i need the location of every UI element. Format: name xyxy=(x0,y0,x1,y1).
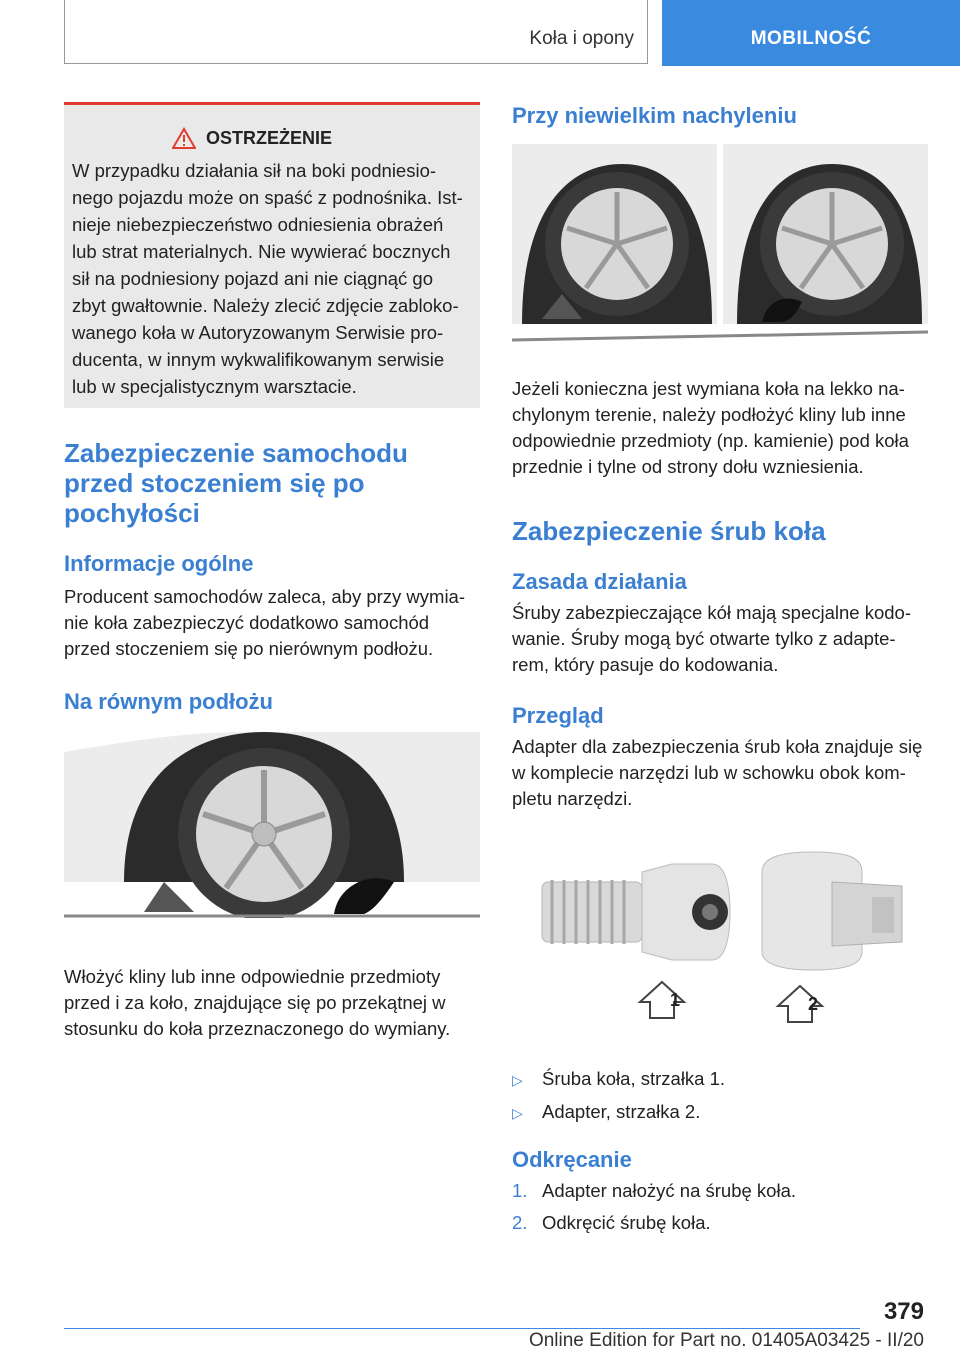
heading-line: Zabezpieczenie samochodu xyxy=(64,438,408,468)
list-item-text: Adapter, strzałka 2. xyxy=(542,1101,701,1122)
bolt-parts-list xyxy=(512,1066,928,1126)
slope-text xyxy=(512,376,928,480)
text-line: Adapter dla zabezpieczenia śrub koła znajduje się xyxy=(512,736,923,757)
text-line: Producent samochodów zaleca, aby przy wymia- xyxy=(64,586,466,607)
bullet-triangle-icon: ▷ xyxy=(512,1105,523,1121)
subheading-slight-slope: Przy niewielkim nachyleniu xyxy=(512,103,797,128)
warning-text xyxy=(72,157,472,400)
subheading-principle: Zasada działania xyxy=(512,569,687,594)
warning-line: nego pojazdu może on spaść z podnośnika. Ist- xyxy=(72,187,463,208)
warning-box xyxy=(64,102,480,408)
text-line: stosunku do koła przeznaczonego do wymiany. xyxy=(64,1018,451,1039)
warning-line: W przypadku działania sił na boki podniesio- xyxy=(72,160,437,181)
step-text: Adapter nałożyć na śrubę koła. xyxy=(542,1180,797,1201)
step-number: 2. xyxy=(512,1212,528,1233)
text-line: Jeżeli konieczna jest wymiana koła na lekko na- xyxy=(512,378,905,399)
figure-label-1: 1 xyxy=(670,990,681,1010)
subheading-unscrewing: Odkręcanie xyxy=(512,1147,632,1172)
warning-title-row xyxy=(72,127,472,149)
text-line: chylonym terenie, należy podłożyć kliny lub inne xyxy=(512,404,906,425)
footer-divider xyxy=(64,1328,860,1329)
header-tab-mobility[interactable]: MOBILNOŚĆ xyxy=(662,0,960,66)
warning-triangle-icon xyxy=(172,127,196,149)
unscrew-steps-list xyxy=(512,1178,928,1236)
list-item xyxy=(512,1210,928,1236)
text-line: Śruby zabezpieczające kół mają specjalne kodo- xyxy=(512,602,911,623)
list-item xyxy=(512,1178,928,1204)
subheading-general: Informacje ogólne xyxy=(64,551,254,576)
left-column xyxy=(64,102,480,1042)
text-line: przed stoczeniem się po nierównym podłożu. xyxy=(64,638,434,659)
overview-text xyxy=(512,734,928,812)
subheading-overview: Przegląd xyxy=(512,703,604,728)
flat-ground-text xyxy=(64,964,480,1042)
step-number: 1. xyxy=(512,1180,528,1201)
warning-line: wanego koła w Autoryzowanym Serwisie pro- xyxy=(72,322,444,343)
warning-title: OSTRZEŻENIE xyxy=(205,127,332,148)
figure-label-2: 2 xyxy=(808,994,819,1014)
header-section-title: Koła i opony xyxy=(529,28,634,49)
warning-line: nieje niebezpieczeństwo odniesienia obrażeń xyxy=(72,214,444,235)
wheel-chock-illustration xyxy=(64,732,480,918)
text-line: nie koła zabezpieczyć dodatkowo samochód xyxy=(64,612,430,633)
text-line: wanie. Śruby mogą być otwarte tylko z adapte- xyxy=(512,628,896,649)
bolt-adapter-figure xyxy=(512,842,928,1032)
flat-ground-wheel-figure xyxy=(64,732,480,918)
text-line: w komplecie narzędzi lub w schowku obok kom- xyxy=(512,762,906,783)
page-number: 379 xyxy=(883,1298,924,1325)
slope-wheels-figure xyxy=(512,144,928,342)
general-text xyxy=(64,584,480,662)
bullet-triangle-icon: ▷ xyxy=(512,1072,523,1088)
subheading-flat-ground: Na równym podłożu xyxy=(64,689,273,714)
bolt-and-adapter-illustration xyxy=(512,842,928,1032)
warning-line: sił na podniesiony pojazd ani nie ciągnąć go xyxy=(72,268,434,289)
section-heading-rollaway xyxy=(64,438,480,528)
right-column xyxy=(512,102,928,1242)
text-line: rem, który pasuje do kodowania. xyxy=(512,654,779,675)
text-line: pletu narzędzi. xyxy=(512,788,633,809)
text-line: przednie i tylne od strony dołu wzniesienia. xyxy=(512,456,864,477)
heading-line: pochyłości xyxy=(64,498,200,528)
warning-line: ducenta, w innym wykwalifikowanym serwisie xyxy=(72,349,445,370)
warning-line: lub strat materialnych. Nie wywierać bocznych xyxy=(72,241,451,262)
text-line: odpowiednie przedmioty (np. kamienie) pod koła xyxy=(512,430,909,451)
warning-line: zbyt gwałtownie. Należy zlecić zdjęcie zabloko- xyxy=(72,295,459,316)
heading-line: przed stoczeniem się po xyxy=(64,468,365,498)
text-line: przed i za koło, znajdujące się po przekątnej w xyxy=(64,992,446,1013)
list-item-text: Śruba koła, strzałka 1. xyxy=(542,1068,726,1089)
section-heading-wheel-bolts: Zabezpieczenie śrub koła xyxy=(512,516,826,546)
footer-edition: Online Edition for Part no. 01405A03425 - II/20 xyxy=(528,1330,924,1351)
list-item xyxy=(512,1066,928,1093)
principle-text xyxy=(512,600,928,678)
slope-wheel-chock-illustration xyxy=(512,144,928,342)
warning-line: lub w specjalistycznym warsztacie. xyxy=(72,376,357,397)
list-item xyxy=(512,1099,928,1126)
text-line: Włożyć kliny lub inne odpowiednie przedmioty xyxy=(64,966,441,987)
step-text: Odkręcić śrubę koła. xyxy=(542,1212,711,1233)
